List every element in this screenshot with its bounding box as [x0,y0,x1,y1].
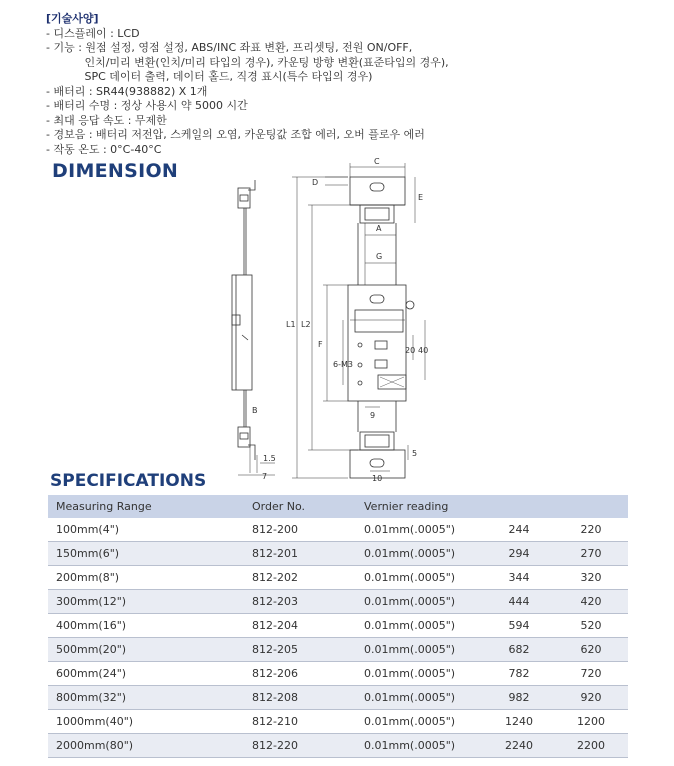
front-view [348,177,414,478]
table-row [48,590,628,614]
specifications-heading: SPECIFICATIONS [50,471,207,491]
label-D: D [312,178,319,187]
cell-vernier-reading: 0.01mm(.0005") [356,566,484,590]
cell-order-no: 812-220 [244,734,356,758]
cell-order-no: 812-205 [244,638,356,662]
cell-value-b: 420 [554,590,628,614]
cell-vernier-reading: 0.01mm(.0005") [356,518,484,542]
tech-spec-line: - 배터리 수명 : 정상 사용시 약 5000 시간 [46,99,248,112]
tech-spec-line: - 경보음 : 배터리 저전압, 스케일의 오염, 카운팅값 조합 에러, 오버 플로우 에러 [46,128,425,141]
cell-vernier-reading: 0.01mm(.0005") [356,686,484,710]
cell-measuring-range: 400mm(16") [48,614,244,638]
cell-value-a: 982 [484,686,554,710]
table-header-row [48,495,628,518]
dimension-drawing [200,155,440,485]
label-E: E [418,193,424,202]
table-row [48,542,628,566]
specifications-table [48,495,628,758]
cell-vernier-reading: 0.01mm(.0005") [356,614,484,638]
label-9: 9 [370,411,376,420]
tech-spec-block [46,12,449,157]
cell-value-b: 1200 [554,710,628,734]
cell-order-no: 812-208 [244,686,356,710]
label-5: 5 [412,449,418,458]
tech-spec-title: [기술사양] [46,12,99,25]
cell-vernier-reading: 0.01mm(.0005") [356,590,484,614]
cell-measuring-range: 150mm(6") [48,542,244,566]
cell-order-no: 812-202 [244,566,356,590]
cell-value-a: 244 [484,518,554,542]
cell-value-b: 270 [554,542,628,566]
cell-measuring-range: 500mm(20") [48,638,244,662]
label-B: B [252,406,258,415]
cell-vernier-reading: 0.01mm(.0005") [356,710,484,734]
tech-spec-line: SPC 데이터 출력, 데이터 홀드, 직경 표시(특수 타입의 경우) [46,70,373,83]
cell-vernier-reading: 0.01mm(.0005") [356,638,484,662]
table-row [48,734,628,758]
label-20: 20 [405,346,416,355]
cell-value-b: 320 [554,566,628,590]
tech-spec-line: - 디스플레이 : LCD [46,26,140,40]
header-vernier-reading: Vernier reading [356,495,484,518]
cell-vernier-reading: 0.01mm(.0005") [356,542,484,566]
cell-value-b: 220 [554,518,628,542]
side-view [232,180,275,475]
cell-order-no: 812-201 [244,542,356,566]
cell-vernier-reading: 0.01mm(.0005") [356,734,484,758]
table-row [48,518,628,542]
label-7: 7 [262,472,268,481]
cell-order-no: 812-203 [244,590,356,614]
table-row [48,638,628,662]
tech-spec-line: - 최대 응답 속도 : 무제한 [46,113,167,127]
cell-measuring-range: 600mm(24") [48,662,244,686]
tech-spec-line: - 배터리 : SR44(938882) X 1개 [46,84,208,98]
cell-order-no: 812-204 [244,614,356,638]
header-order-no: Order No. [244,495,356,518]
table-row [48,662,628,686]
dimension-lines [292,163,425,478]
table-row [48,614,628,638]
cell-value-a: 682 [484,638,554,662]
cell-value-a: 1240 [484,710,554,734]
cell-value-a: 444 [484,590,554,614]
label-F: F [318,340,323,349]
cell-value-b: 2200 [554,734,628,758]
label-6-M3: 6-M3 [333,360,353,369]
cell-measuring-range: 1000mm(40") [48,710,244,734]
tech-spec-line: - 기능 : 원점 설정, 영점 설정, ABS/INC 좌표 변환, 프리셋팅, 전원 ON/OFF, [46,41,413,54]
cell-value-a: 294 [484,542,554,566]
cell-value-a: 2240 [484,734,554,758]
label-L2: L2 [301,320,311,329]
table-row [48,686,628,710]
header-col5 [554,495,628,518]
table-row [48,566,628,590]
label-C: C [374,157,380,166]
label-L1: L1 [286,320,296,329]
cell-measuring-range: 2000mm(80") [48,734,244,758]
dimension-heading: DIMENSION [52,160,179,182]
cell-order-no: 812-200 [244,518,356,542]
tech-spec-line: 인치/미리 변환(인치/미리 타입의 경우), 카운팅 방향 변환(표준타입의 경우), [46,55,449,69]
cell-vernier-reading: 0.01mm(.0005") [356,662,484,686]
cell-measuring-range: 100mm(4") [48,518,244,542]
cell-value-a: 782 [484,662,554,686]
cell-order-no: 812-210 [244,710,356,734]
cell-measuring-range: 200mm(8") [48,566,244,590]
label-A: A [376,224,382,233]
cell-value-a: 344 [484,566,554,590]
cell-value-b: 520 [554,614,628,638]
cell-measuring-range: 300mm(12") [48,590,244,614]
label-G: G [376,252,383,261]
table-row [48,710,628,734]
cell-value-b: 920 [554,686,628,710]
cell-order-no: 812-206 [244,662,356,686]
cell-value-b: 620 [554,638,628,662]
label-1-5: 1.5 [263,454,276,463]
cell-value-a: 594 [484,614,554,638]
tech-spec-line: - 작동 온도 : 0°C-40°C [46,142,162,156]
cell-value-b: 720 [554,662,628,686]
cell-measuring-range: 800mm(32") [48,686,244,710]
label-40: 40 [418,346,429,355]
header-col4 [484,495,554,518]
label-10: 10 [372,474,383,483]
header-measuring-range: Measuring Range [48,495,244,518]
